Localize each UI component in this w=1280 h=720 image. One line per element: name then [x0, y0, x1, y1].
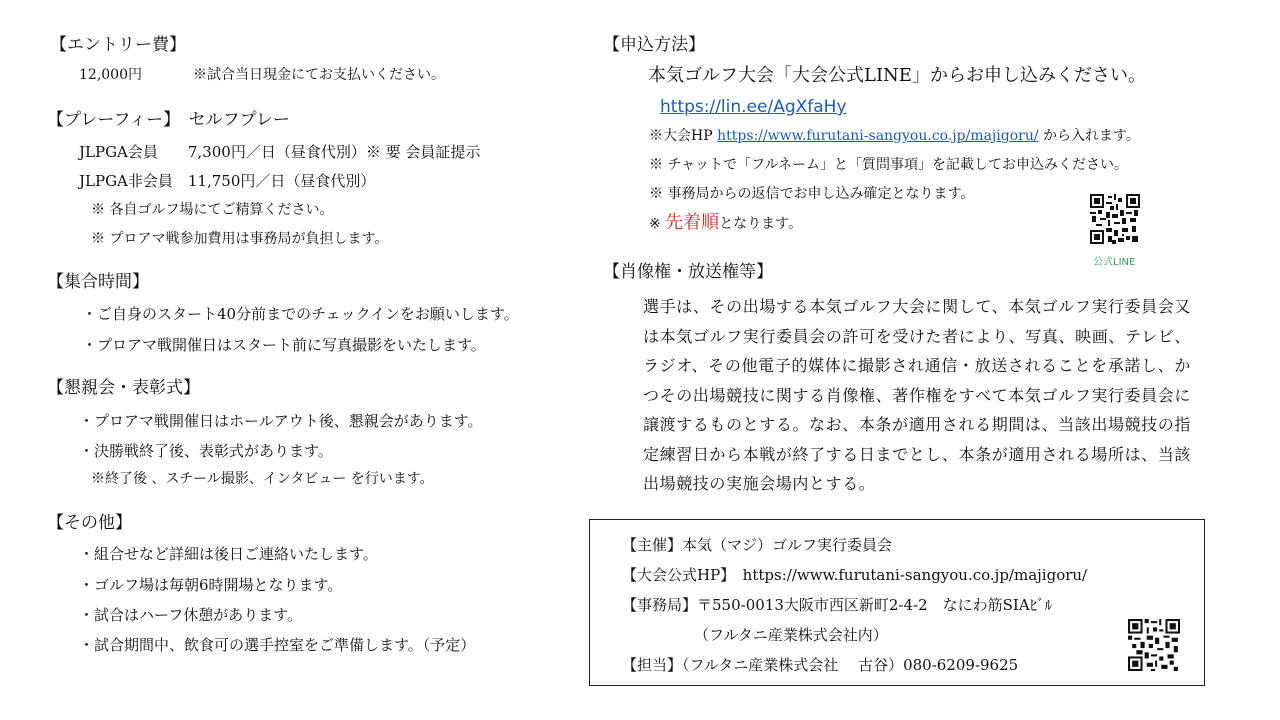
hp-link[interactable]: https://www.furutani-sangyou.co.jp/majigoru/	[717, 128, 1039, 144]
party-heading: 【懇親会・表彰式】	[47, 378, 200, 398]
chat-note: ※ チャットで「フルネーム」と「質問事項」を記載してお申込みください。	[649, 157, 1129, 173]
gather-item2: ・プロアマ戦開催日はスタート前に写真撮影をいたします。	[82, 336, 486, 354]
playfee-member: JLPGA会員 7,300円／日（昼食代別）※ 要 会員証提示	[79, 143, 481, 161]
other-item4: ・試合期間中、飲食可の選手控室をご準備します。（予定）	[79, 636, 476, 654]
first-prefix: ※	[649, 216, 666, 232]
organizer-site: 【大会公式HP】 https://www.furutani-sangyou.co.jp/majigoru/	[622, 566, 1088, 584]
other-item3: ・試合はハーフ休憩があります。	[79, 606, 303, 624]
gather-heading: 【集合時間】	[47, 272, 149, 292]
other-heading: 【その他】	[47, 513, 132, 533]
rights-heading: 【肖像権・放送権等】	[603, 262, 773, 282]
other-item2: ・ゴルフ場は毎朝6時開場となります。	[79, 576, 343, 594]
organizer-contact: 【担当】（フルタニ産業株式会社 古谷）080-6209-9625	[622, 656, 1019, 674]
first-suffix: となります。	[719, 216, 803, 232]
hp-prefix: ※大会HP	[649, 128, 718, 144]
apply-heading: 【申込方法】	[603, 35, 705, 55]
playfee-nonmember: JLPGA非会員 11,750円／日（昼食代別）	[79, 172, 376, 190]
first-come-note	[649, 214, 802, 233]
organizer-office2: （フルタニ産業株式会社内）	[694, 626, 888, 644]
reply-note: ※ 事務局からの返信でお申し込み確定となります。	[649, 186, 975, 202]
hp-note	[649, 128, 1140, 145]
party-item2: ・決勝戦終了後、表彰式があります。	[79, 442, 333, 460]
playfee-note1: ※ 各自ゴルフ場にてご精算ください。	[91, 202, 334, 218]
first-come-highlight: 先着順	[665, 212, 720, 233]
entry-heading: 【エントリー費】	[50, 35, 186, 55]
organizer-office: 【事務局】〒550-0013大阪市西区新町2-4-2 なにわ筋SIAﾋﾞﾙ	[622, 596, 1053, 614]
entry-note: ※試合当日現金にてお支払いください。	[193, 67, 445, 83]
qr-label: 公式LINE	[1093, 257, 1136, 268]
line-link[interactable]: https://lin.ee/AgXfaHy	[660, 97, 847, 117]
other-item1: ・組合せなど詳細は後日ご連絡いたします。	[79, 545, 378, 563]
organizer-box	[589, 519, 1205, 686]
organizer-host: 【主催】本気（マジ）ゴルフ実行委員会	[622, 536, 893, 554]
site-qr-code-icon[interactable]	[1128, 619, 1180, 671]
line-qr-code-icon[interactable]	[1090, 194, 1140, 244]
hp-suffix: から入れます。	[1038, 128, 1140, 144]
entry-amount: 12,000円	[79, 67, 142, 83]
party-item1: ・プロアマ戦開催日はホールアウト後、懇親会があります。	[79, 412, 483, 430]
playfee-heading: 【プレーフィー】 セルフプレー	[47, 110, 290, 130]
apply-line1: 本気ゴルフ大会「大会公式LINE」からお申し込みください。	[648, 65, 1146, 86]
playfee-note2: ※ プロアマ戦参加費用は事務局が負担します。	[91, 231, 389, 247]
rights-body: 選手は、その出場する本気ゴルフ大会に関して、本気ゴルフ実行委員会又は本気ゴルフ実行委員会の許可を受けた者により、写真、映画、テレビ、ラジオ、その他電子的媒体に撮影され通信・放送されることを承諾し、かつその出場競技に関する肖像権、著作権をすべて本気ゴルフ実行委員会に譲渡するものとする。なお、本条が適用される期間は、当該出場競技の指定練習日から本戦が終了する日までとし、本条が適用される場所は、当該出場競技の実施会場内とする。	[643, 297, 1191, 493]
gather-item1: ・ご自身のスタート40分前までのチェックインをお願いします。	[82, 305, 519, 323]
party-note: ※終了後 、スチール撮影、インタビュー を行います。	[91, 471, 434, 487]
